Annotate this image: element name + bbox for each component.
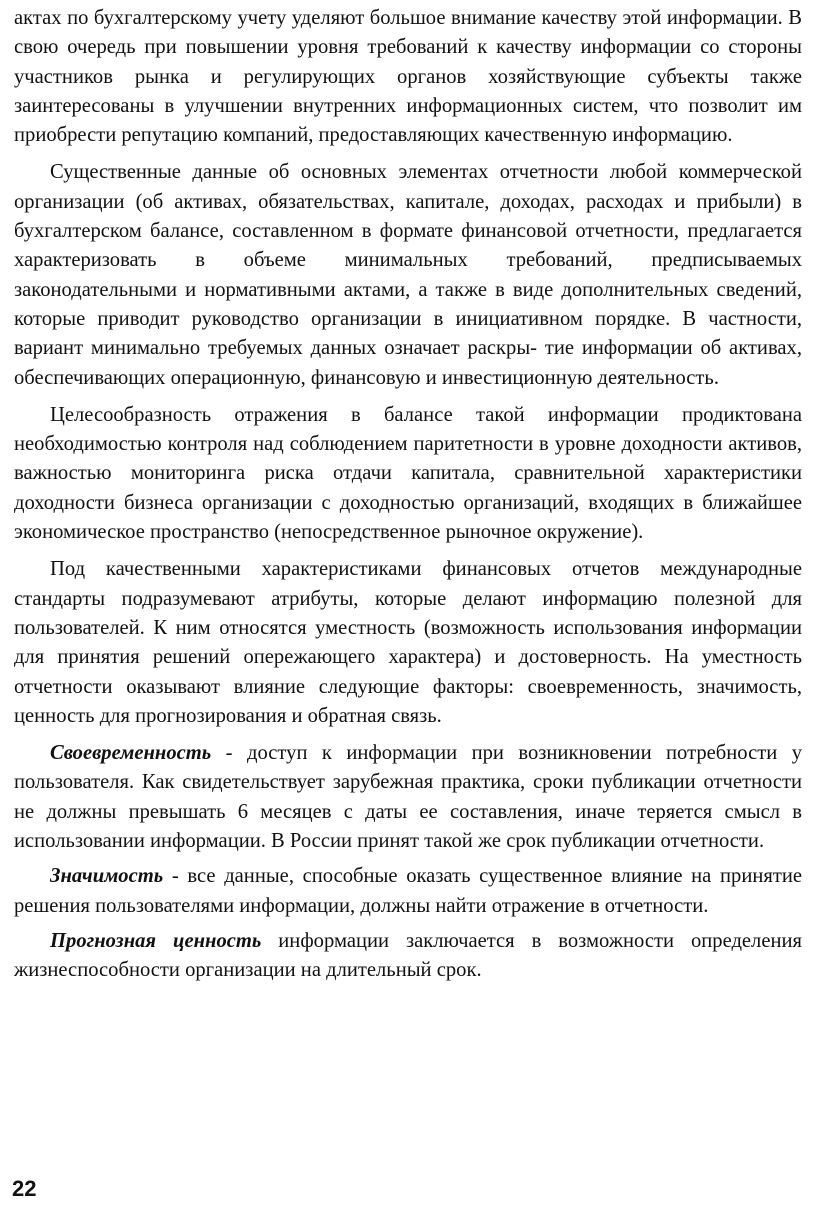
paragraph-3: Целесообразность отражения в балансе такой информации продиктована необходимостью контроля над соблюдением паритетности в уровне доходности активов, важностью мониторинга риска отдачи капитала, сравнительной характеристики доходности бизнеса организации с доходностью организаций, входящих в ближайшее экономическое пространство (непосредственное рыночное окружение). — [14, 403, 802, 544]
paragraph-4: Под качественными характеристиками финансовых отчетов международные стандарты подразумевают атрибуты, которые делают информацию полезной для пользователей. К ним относятся уместность (возможность использования информации для принятия решений опережающего характера) и достоверность. На уместность отчетности оказывают влияние следующие факторы: своевременность, значимость, ценность для прогнозирования и обратная связь. — [14, 558, 802, 727]
term-significance: Значимость — [50, 865, 164, 888]
paragraph-timeliness — [14, 739, 802, 856]
definition-timeliness: - доступ к информации при возникновении потребности у пользователя. Как свидетельствует зарубежная практика, сроки публикации отчетности не должны превышать 6 месяцев с даты ее составления, иначе теряется смысл в использовании информации. В России принят такой же срок публикации отчетности. — [14, 742, 802, 853]
term-timeliness: Своевременность — [50, 742, 212, 765]
page-body — [14, 4, 802, 986]
definition-significance: - все данные, способные оказать существенное влияние на принятие решения пользователями информации, должны найти отражение в отчетности. — [14, 865, 802, 917]
paragraph-significance — [14, 862, 802, 921]
term-predictive-value: Прогнозная ценность — [50, 929, 262, 952]
paragraph-2: Существенные данные об основных элементах отчетности любой коммерческой организации (об активах, обязательствах, капитале, доходах, расходах и прибыли) в бухгалтерском балансе, составленном в формате финансовой отчетности, предлагается характеризовать в объеме минимальных требований, предписываемых законодательными и нормативными актами, а также в виде дополнительных сведений, которые приводит руководство организации в инициативном порядке. В частности, вариант минимально требуемых данных означает раскры- тие информации об активах, обеспечивающих операционную, финансовую и инвестиционную деятельность. — [14, 161, 802, 389]
paragraph-predictive-value — [14, 927, 802, 986]
page-number: 22 — [12, 1176, 37, 1201]
definition-predictive-value: информации заключается в возможности определения жизнеспособности организации на длительный срок. — [14, 929, 802, 982]
paragraph-1: актах по бухгалтерскому учету уделяют большое внимание качеству этой информации. В свою очередь при повышении уровня требований к качеству информации со стороны участников рынка и регулирующих органов хозяйствующие субъекты также заинтересованы в улучшении внутренних информационных систем, что позволит им приобрести репутацию компаний, предоставляющих качественную информацию. — [14, 7, 802, 147]
